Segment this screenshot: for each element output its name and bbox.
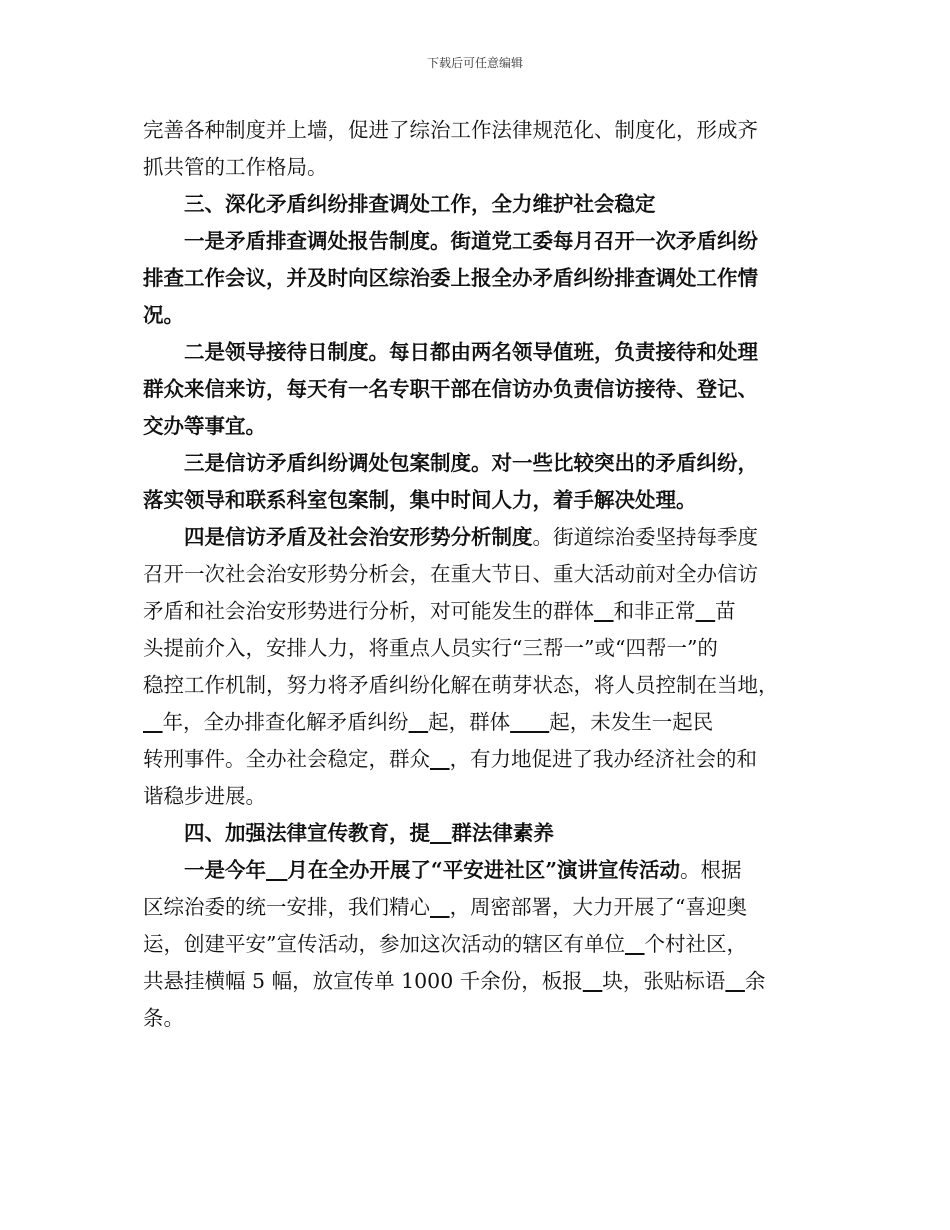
text-segment: 稳控工作机制，努力将矛盾纠纷化解在萌芽状态，将人员控制在当地， [143,673,779,697]
text-segment: 月在全办开展了“平安进社区”演讲宣传活动 [287,858,681,882]
text-line [143,186,815,223]
text-segment: 一是矛盾排查调处报告制度。街道党工委每月召开一次矛盾纠纷 [184,229,758,253]
text-line [143,519,815,556]
blank-underline [510,710,549,734]
text-segment: 抓共管的工作格局。 [143,155,328,179]
blank-underline [409,710,429,734]
text-segment: 矛盾和社会治安形势进行分析，对可能发生的群体 [143,599,594,623]
blank-underline [143,710,163,734]
text-line [143,112,815,149]
text-line [143,556,815,593]
text-segment: 。街道综治委坚持每季度 [532,525,758,549]
text-line [143,223,815,260]
text-line [143,371,815,408]
text-segment: 四是信访矛盾及社会治安形势分析制度 [184,525,533,549]
text-line [143,815,815,852]
blank-underline [266,858,287,882]
text-line [143,334,815,371]
text-line [143,1000,815,1037]
blank-underline [583,969,603,993]
text-segment: 况。 [143,303,184,327]
text-segment: 一是今年 [184,858,266,882]
text-segment: 群众来信来访，每天有一名专职干部在信访办负责信访接待、登记、 [143,377,758,401]
text-line [143,630,815,667]
text-segment: 。根据 [680,858,742,882]
text-segment: 召开一次社会治安形势分析会，在重大节日、重大活动前对全办信访 [143,562,758,586]
blank-underline [625,932,645,956]
text-line [143,260,815,297]
text-segment: 余 [744,969,766,993]
text-segment: 三、深化矛盾纠纷排查调处工作，全力维护社会稳定 [184,192,656,216]
blank-underline [430,747,450,771]
text-segment: 和非正常 [613,599,696,623]
text-line [143,297,815,334]
text-line [143,408,815,445]
blank-underline [594,599,614,623]
text-line [143,149,815,186]
text-segment: 群法律素养 [451,821,554,845]
text-segment: 三是信访矛盾纠纷调处包案制度。对一些比较突出的矛盾纠纷， [184,451,758,475]
text-line [143,741,815,778]
text-segment: 二是领导接待日制度。每日都由两名领导值班，负责接待和处理 [184,340,758,364]
text-segment: 个村社区， [644,932,748,956]
text-segment: 四、加强法律宣传教育，提 [184,821,430,845]
text-line [143,963,815,1000]
text-segment: 完善各种制度并上墙，促进了综治工作法律规范化、制度化，形成齐 [143,118,758,142]
text-segment: 落实领导和联系科室包案制，集中时间人力，着手解决处理。 [143,488,697,512]
text-segment: 年，全办排查化解矛盾纠纷 [162,710,409,734]
text-segment: 条。 [143,1006,184,1030]
text-line [143,889,815,926]
text-segment: 共悬挂横幅 5 幅，放宣传单 1000 千余份，板报 [143,969,583,993]
text-segment: 头提前介入，安排人力，将重点人员实行“三帮一”或“四帮一”的 [143,636,718,660]
text-segment: 排查工作会议，并及时向区综治委上报全办矛盾纠纷排查调处工作情 [143,266,758,290]
blank-underline [430,821,451,845]
text-segment: ，有力地促进了我办经济社会的和 [449,747,758,771]
blank-underline [430,895,450,919]
text-segment: 区综治委的统一安排，我们精心 [143,895,430,919]
blank-underline [725,969,745,993]
text-segment: 起，群体 [428,710,511,734]
text-line [143,778,815,815]
text-segment: 块，张贴标语 [602,969,726,993]
blank-underline [696,599,716,623]
text-segment: 起，未发生一起民 [549,710,714,734]
text-line [143,926,815,963]
text-line [143,482,815,519]
text-segment: 转刑事件。全办社会稳定，群众 [143,747,430,771]
text-line [143,704,815,741]
text-segment: ，周密部署，大力开展了“喜迎奥 [449,895,748,919]
text-line [143,667,815,704]
text-line [143,852,815,889]
text-segment: 交办等事宜。 [143,414,266,438]
text-line [143,445,815,482]
document-body [143,112,815,1037]
text-segment: 谐稳步进展。 [143,784,266,808]
text-line [143,593,815,630]
text-segment: 苗 [715,599,736,623]
page-header: 下载后可任意编辑 [426,56,523,70]
text-segment: 运，创建平安”宣传活动，参加这次活动的辖区有单位 [143,932,625,956]
